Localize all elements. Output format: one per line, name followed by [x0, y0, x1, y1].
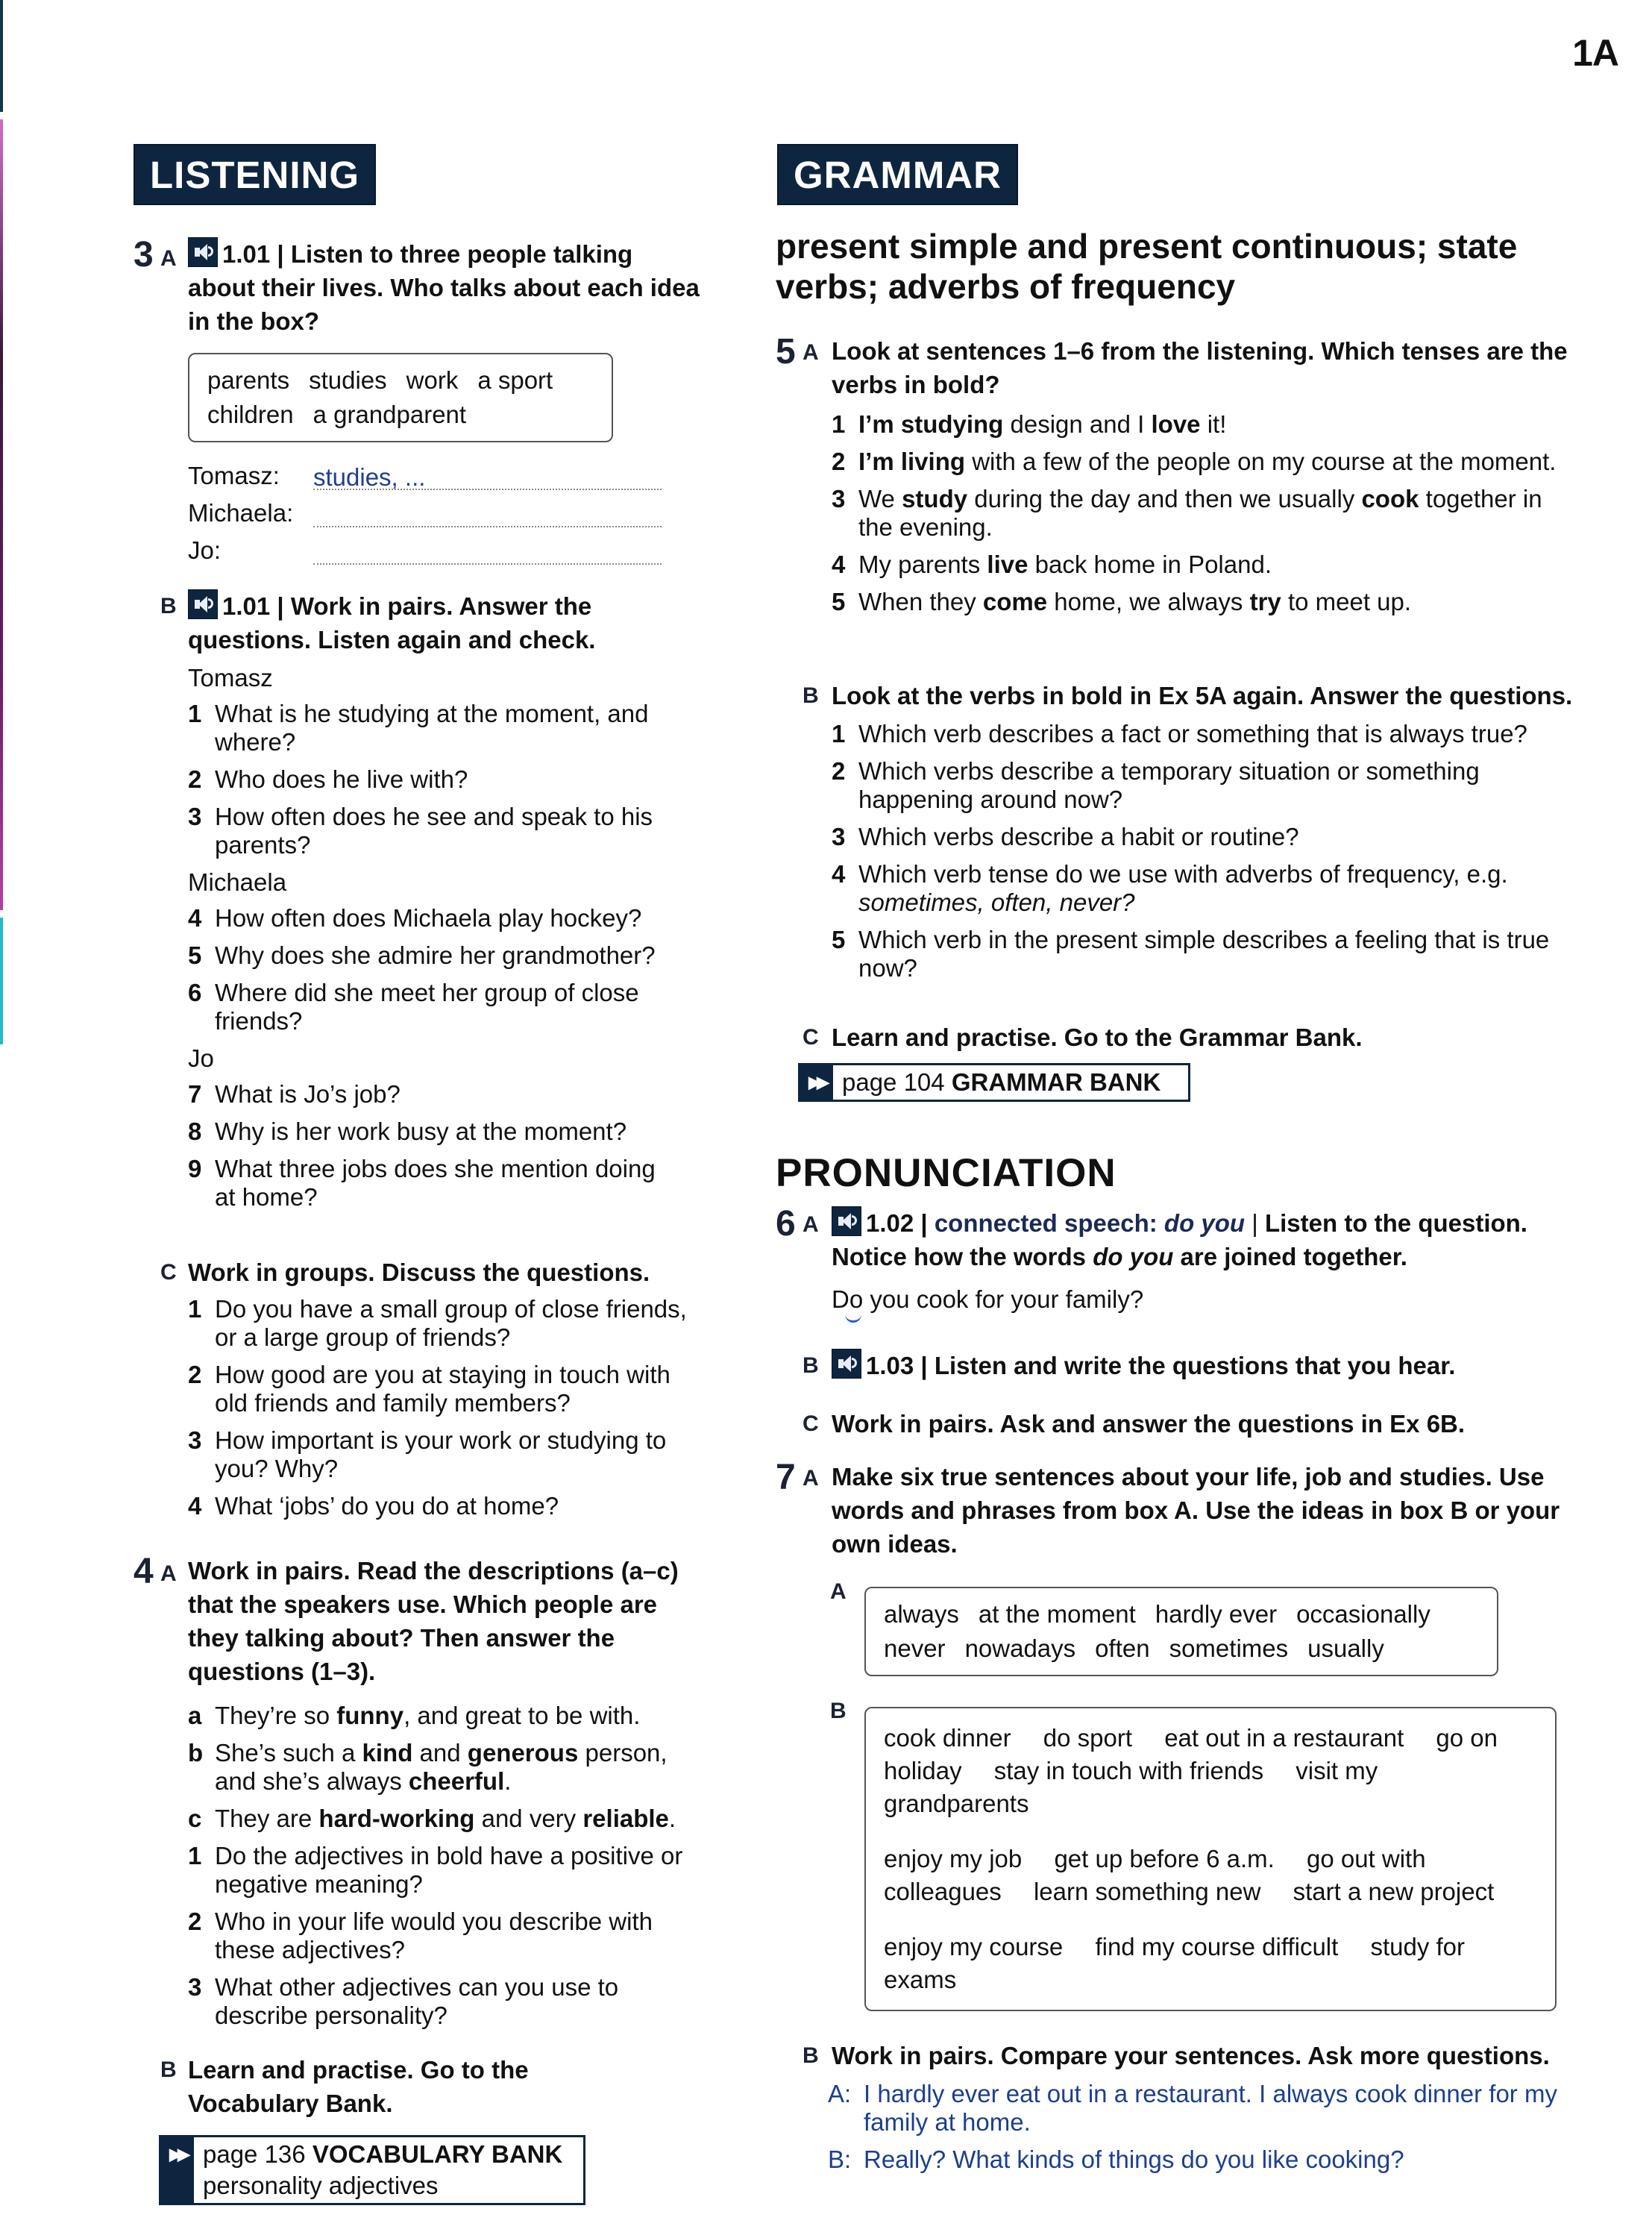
exercise-5b — [776, 679, 1604, 991]
dialogue-line — [828, 2080, 1566, 2137]
box-phrase: find my course difficult — [1095, 1933, 1339, 1960]
item-text: They are — [215, 1805, 319, 1832]
bold-word: cook — [1361, 485, 1419, 513]
exercise-letter: B — [160, 2057, 177, 2082]
list-item — [188, 1805, 710, 1833]
item-text: Which verbs describe a temporary situation or something happening around now? — [858, 757, 1480, 813]
exercise-letter: A — [160, 246, 177, 271]
list-item — [832, 860, 1600, 917]
item-number: 2 — [188, 1908, 202, 1935]
exercise-instruction: Work in pairs. Ask and answer the questions in Ex 6B. — [832, 1410, 1466, 1438]
box-word: occasionally — [1296, 1600, 1430, 1628]
exercise-4a — [134, 1554, 723, 2039]
exercise-instruction: 1.02 | connected speech: do you | Listen to the question. Notice how the words do you are joined together. — [832, 1206, 1600, 1273]
speaker-name: Tomasz — [188, 664, 273, 692]
box-phrase: enjoy my course — [884, 1933, 1064, 1960]
item-text: Do you have a small group of close friends, or a large group of friends? — [215, 1295, 687, 1351]
exercise-instruction: Learn and practise. Go to the Vocabulary Bank. — [188, 2056, 529, 2117]
item-number: 2 — [188, 765, 202, 793]
box-word: usually — [1307, 1634, 1384, 1662]
box-word: often — [1095, 1634, 1150, 1662]
item-text: We — [858, 485, 902, 513]
box-phrase: go out with colleagues — [884, 1845, 1426, 1905]
item-text: during the day and then we usually — [967, 485, 1362, 513]
item-number: 4 — [832, 860, 846, 888]
list-item — [188, 1908, 710, 1964]
box-word: work — [406, 366, 459, 394]
page-edge-strip — [0, 119, 3, 910]
fast-forward-icon: ▶▶ — [800, 1065, 833, 1100]
item-number: c — [188, 1805, 202, 1832]
page-edge-strip — [0, 0, 3, 112]
answer-input[interactable]: studies, ... — [313, 463, 662, 490]
list-item — [188, 1080, 680, 1109]
bold-word: cheerful — [408, 1767, 505, 1795]
box-word: never — [884, 1634, 946, 1662]
item-number: 5 — [188, 941, 202, 969]
item-number: 3 — [188, 1426, 202, 1454]
exercise-4b — [134, 2053, 723, 2120]
item-text: . — [504, 1767, 512, 1795]
item-text: How often does he see and speak to his parents? — [215, 803, 653, 859]
sentence-list — [832, 410, 1577, 616]
item-text: They’re so — [215, 1702, 337, 1729]
bold-word: I’m studying — [858, 410, 1004, 438]
item-number: 3 — [188, 803, 202, 830]
list-item — [832, 588, 1577, 616]
grammar-title: present simple and present continuous; state verbs; adverbs of frequency — [776, 227, 1518, 306]
exercise-7a — [776, 1460, 1604, 1561]
word-box-a — [864, 1587, 1498, 1676]
bold-word: try — [1249, 588, 1281, 615]
item-number: 7 — [188, 1080, 202, 1108]
question-list — [188, 904, 680, 1035]
exercise-number: 5 — [776, 332, 796, 372]
item-text: person, and she’s always — [215, 1739, 668, 1795]
item-number: 4 — [188, 1492, 202, 1520]
box-word: always — [884, 1600, 959, 1628]
question-list — [188, 1080, 680, 1212]
fast-forward-icon: ▶▶ — [161, 2137, 194, 2203]
bold-word: study — [902, 485, 968, 513]
list-item — [832, 551, 1577, 579]
section-tag-grammar: GRAMMAR — [777, 144, 1018, 205]
item-text: She’s such a — [215, 1739, 362, 1767]
exercise-number: 3 — [134, 235, 154, 275]
exercise-letter: C — [160, 1260, 177, 1285]
item-number: 9 — [188, 1155, 202, 1182]
item-number: 4 — [832, 551, 846, 578]
item-text: and very — [474, 1805, 583, 1832]
section-tag-listening: LISTENING — [134, 144, 376, 205]
answer-row — [188, 527, 662, 565]
item-number: 6 — [188, 979, 202, 1006]
exercise-5a — [776, 334, 1604, 625]
item-number: 8 — [188, 1118, 202, 1145]
list-item — [188, 1702, 710, 1730]
item-text: Who in your life would you describe with these adjectives? — [215, 1908, 653, 1963]
answer-input[interactable] — [313, 501, 662, 527]
exercise-instruction: 1.01 | Listen to three people talking about their lives. Who talks about each idea in the box? — [188, 237, 703, 338]
bold-word: love — [1151, 410, 1201, 438]
question-list — [832, 720, 1600, 982]
bold-word: hard-working — [318, 1805, 475, 1832]
exercise-letter: B — [803, 2043, 819, 2068]
item-text: Why is her work busy at the moment? — [215, 1118, 627, 1145]
list-item — [188, 765, 680, 794]
item-text: Who does he live with? — [215, 765, 468, 793]
box-phrase: get up before 6 a.m. — [1054, 1845, 1275, 1872]
item-number: 2 — [832, 757, 846, 785]
item-text: My parents — [858, 551, 987, 578]
answer-label: Michaela: — [188, 499, 294, 527]
example-sentence: Do you cook for your family? — [832, 1285, 1144, 1313]
item-text: When they — [858, 588, 983, 615]
box-word: at the moment — [978, 1600, 1136, 1628]
dialogue-line — [828, 2145, 1566, 2174]
item-text: together in the evening. — [858, 485, 1542, 541]
box-word: sometimes — [1169, 1634, 1289, 1662]
exercise-3c — [134, 1256, 723, 1529]
exercise-instruction: Look at sentences 1–6 from the listening. Which tenses are the verbs in bold? — [832, 337, 1568, 398]
exercise-instruction: Work in pairs. Read the descriptions (a–c) that the speakers use. Which people are they talking about? Then answer the questions (1–3). — [188, 1557, 679, 1685]
exercise-5c — [776, 1021, 1604, 1054]
speaker-icon[interactable] — [188, 589, 218, 619]
dialogue-text: Really? What kinds of things do you like cooking? — [864, 2145, 1404, 2173]
item-number: a — [188, 1702, 202, 1729]
audio-track-number: 1.01 | — [222, 240, 284, 268]
example-dialogue — [828, 2080, 1566, 2174]
box-word: a grandparent — [313, 401, 467, 428]
item-number: 3 — [832, 823, 846, 850]
list-item — [188, 1295, 710, 1352]
exercise-instruction: Work in pairs. Compare your sentences. Ask more questions. — [832, 2042, 1550, 2069]
list-item — [188, 1155, 680, 1212]
item-text: Why does she admire her grandmother? — [215, 941, 656, 969]
item-text: with a few of the people on my course at the moment. — [965, 448, 1557, 475]
bold-word: come — [982, 588, 1048, 615]
item-number: 1 — [188, 1295, 202, 1323]
item-text: it! — [1200, 410, 1227, 438]
bold-word: funny — [336, 1702, 404, 1729]
answer-label: Jo: — [188, 536, 222, 564]
word-box — [188, 353, 613, 442]
item-number: 5 — [832, 588, 846, 615]
speaker-icon[interactable] — [188, 237, 218, 267]
answer-label: Tomasz: — [188, 462, 280, 489]
speaker-name: Michaela — [188, 868, 287, 896]
list-item — [188, 1492, 710, 1520]
exercise-letter: A — [803, 1466, 819, 1491]
list-item — [188, 1361, 710, 1417]
page-edge-strip — [0, 918, 3, 1044]
speaker-icon[interactable] — [832, 1349, 861, 1379]
exercise-letter: B — [160, 594, 177, 618]
list-item — [188, 979, 680, 1035]
box-phrase: learn something new — [1033, 1878, 1261, 1905]
item-text: . — [668, 1805, 676, 1832]
item-number: 2 — [188, 1361, 202, 1388]
bold-word: kind — [362, 1739, 413, 1767]
question-list — [188, 1295, 710, 1520]
answer-input[interactable] — [313, 538, 662, 565]
item-number: 2 — [832, 448, 846, 475]
question-list — [188, 1842, 710, 2030]
box-phrase: study for exams — [884, 1933, 1466, 1993]
item-number: 1 — [832, 410, 846, 438]
answer-row — [188, 453, 662, 490]
exercise-instruction: Make six true sentences about your life, job and studies. Use words and phrases from box A. Use the ideas in box B or your own ideas. — [832, 1463, 1560, 1558]
exercise-number: 4 — [134, 1552, 154, 1591]
item-number: b — [188, 1739, 204, 1767]
box-label: B — [830, 1699, 847, 1723]
exercise-letter: A — [803, 1212, 819, 1237]
speaker-label: A: — [828, 2080, 852, 2107]
item-text: Which verb describes a fact or something that is always true? — [858, 720, 1527, 747]
item-text: What is Jo’s job? — [215, 1080, 401, 1108]
box-phrase: stay in touch with friends — [993, 1757, 1264, 1784]
item-text: Where did she meet her group of close friends? — [215, 979, 639, 1035]
vocabulary-bank-link[interactable]: ▶▶ page 136 VOCABULARY BANK personality adjectives — [159, 2135, 585, 2205]
list-item — [188, 904, 680, 932]
bold-word: reliable — [582, 1805, 669, 1832]
box-phrase: start a new project — [1293, 1878, 1495, 1905]
item-text: How important is your work or studying to you? Why? — [215, 1426, 667, 1482]
phrase-group — [884, 1843, 1537, 1908]
list-item — [188, 1118, 680, 1146]
list-item — [188, 1739, 710, 1796]
list-item — [188, 1426, 710, 1483]
list-item — [188, 1842, 710, 1899]
item-text: , and great to be with. — [403, 1702, 641, 1729]
item-text: What other adjectives can you use to describe personality? — [215, 1973, 619, 2029]
exercise-6a — [776, 1206, 1604, 1314]
list-item — [832, 485, 1577, 542]
phrase-group — [884, 1931, 1537, 1996]
linking-mark: Do — [832, 1285, 864, 1313]
item-text: home, we always — [1047, 588, 1250, 615]
phrase-group — [884, 1722, 1537, 1820]
word-box-b — [864, 1707, 1557, 2011]
exercise-number: 7 — [776, 1458, 796, 1497]
grammar-bank-link[interactable]: ▶▶ page 104 GRAMMAR BANK — [798, 1063, 1190, 1102]
box-phrase: go on holiday — [884, 1724, 1498, 1784]
exercise-7b — [776, 2039, 1604, 2183]
exercise-letter: C — [803, 1025, 819, 1050]
question-list — [188, 700, 680, 859]
box-word: children — [207, 401, 294, 428]
answer-row — [188, 490, 662, 527]
box-phrase: visit my grandparents — [884, 1757, 1378, 1817]
item-text: What ‘jobs’ do you do at home? — [215, 1492, 559, 1520]
item-text: design and I — [1003, 410, 1152, 438]
item-text: What is he studying at the moment, and where? — [215, 700, 649, 756]
list-item — [832, 926, 1600, 982]
item-number: 1 — [188, 1842, 202, 1869]
exercise-letter: B — [803, 683, 819, 708]
bold-word: live — [987, 551, 1028, 578]
box-phrase: cook dinner — [884, 1724, 1011, 1752]
list-item — [188, 803, 680, 859]
box-word: nowadays — [964, 1634, 1076, 1662]
list-item — [832, 720, 1600, 748]
bold-word: I’m living — [858, 448, 966, 475]
bold-word: generous — [467, 1739, 579, 1767]
exercise-6b — [776, 1349, 1604, 1382]
item-text: Which verb in the present simple describes a feeling that is true now? — [858, 926, 1550, 982]
speaker-name: Jo — [188, 1044, 214, 1072]
box-word: parents — [207, 366, 290, 394]
item-text: and — [412, 1739, 468, 1767]
answer-lines — [188, 453, 662, 565]
item-text: to meet up. — [1281, 588, 1412, 615]
box-word: a sport — [477, 366, 553, 394]
list-item — [832, 448, 1577, 476]
speaker-icon[interactable] — [832, 1206, 861, 1236]
item-number: 3 — [188, 1973, 202, 2001]
exercise-letter: C — [803, 1411, 819, 1436]
exercise-6c — [776, 1407, 1604, 1441]
list-item — [188, 941, 680, 970]
item-text: back home in Poland. — [1028, 551, 1272, 578]
exercise-3b — [134, 589, 715, 1220]
exercise-letter: A — [160, 1561, 177, 1586]
exercise-instruction: Look at the verbs in bold in Ex 5A again. Answer the questions. — [832, 682, 1573, 709]
item-example: sometimes, often, never? — [858, 888, 1135, 916]
exercise-instruction: 1.01 | Work in pairs. Answer the questions. Listen again and check. — [188, 589, 635, 656]
exercise-instruction: 1.03 | Listen and write the questions that you hear. — [832, 1349, 1585, 1382]
box-word: studies — [309, 366, 387, 394]
speaker-label: B: — [828, 2145, 852, 2173]
question-groups — [188, 664, 680, 1212]
exercise-instruction: Learn and practise. Go to the Grammar Bank. — [832, 1024, 1363, 1051]
box-word: hardly ever — [1155, 1600, 1278, 1628]
list-item — [188, 1973, 710, 2030]
item-number: 5 — [832, 926, 846, 953]
exercise-letter: B — [803, 1353, 819, 1378]
list-item — [832, 823, 1600, 851]
item-number: 1 — [832, 720, 846, 747]
item-text: How good are you at staying in touch with old friends and family members? — [215, 1361, 670, 1417]
exercise-instruction: Work in groups. Discuss the questions. — [188, 1259, 650, 1286]
item-text: Which verb tense do we use with adverbs of frequency, e.g. — [858, 860, 1508, 888]
list-item — [832, 757, 1600, 814]
item-text: What three jobs does she mention doing at home? — [215, 1155, 656, 1211]
exercise-letter: A — [803, 340, 819, 365]
box-phrase: eat out in a restaurant — [1164, 1724, 1404, 1752]
dialogue-text: I hardly ever eat out in a restaurant. I always cook dinner for my family at home. — [864, 2080, 1557, 2136]
item-number: 3 — [832, 485, 846, 513]
item-number: 1 — [188, 700, 202, 727]
item-text: Do the adjectives in bold have a positive or negative meaning? — [215, 1842, 683, 1898]
exercise-number: 6 — [776, 1204, 796, 1244]
list-item — [188, 700, 680, 756]
section-title-pronunciation: PRONUNCIATION — [776, 1151, 1116, 1195]
description-list — [188, 1702, 710, 1833]
unit-label: 1A — [1572, 32, 1618, 74]
item-number: 4 — [188, 904, 202, 932]
box-label: A — [830, 1579, 847, 1604]
box-phrase: enjoy my job — [884, 1845, 1023, 1872]
exercise-3a — [134, 237, 715, 565]
list-item — [832, 410, 1577, 439]
item-text: Which verbs describe a habit or routine? — [858, 823, 1299, 850]
item-text: How often does Michaela play hockey? — [215, 904, 642, 932]
box-phrase: do sport — [1043, 1724, 1133, 1752]
